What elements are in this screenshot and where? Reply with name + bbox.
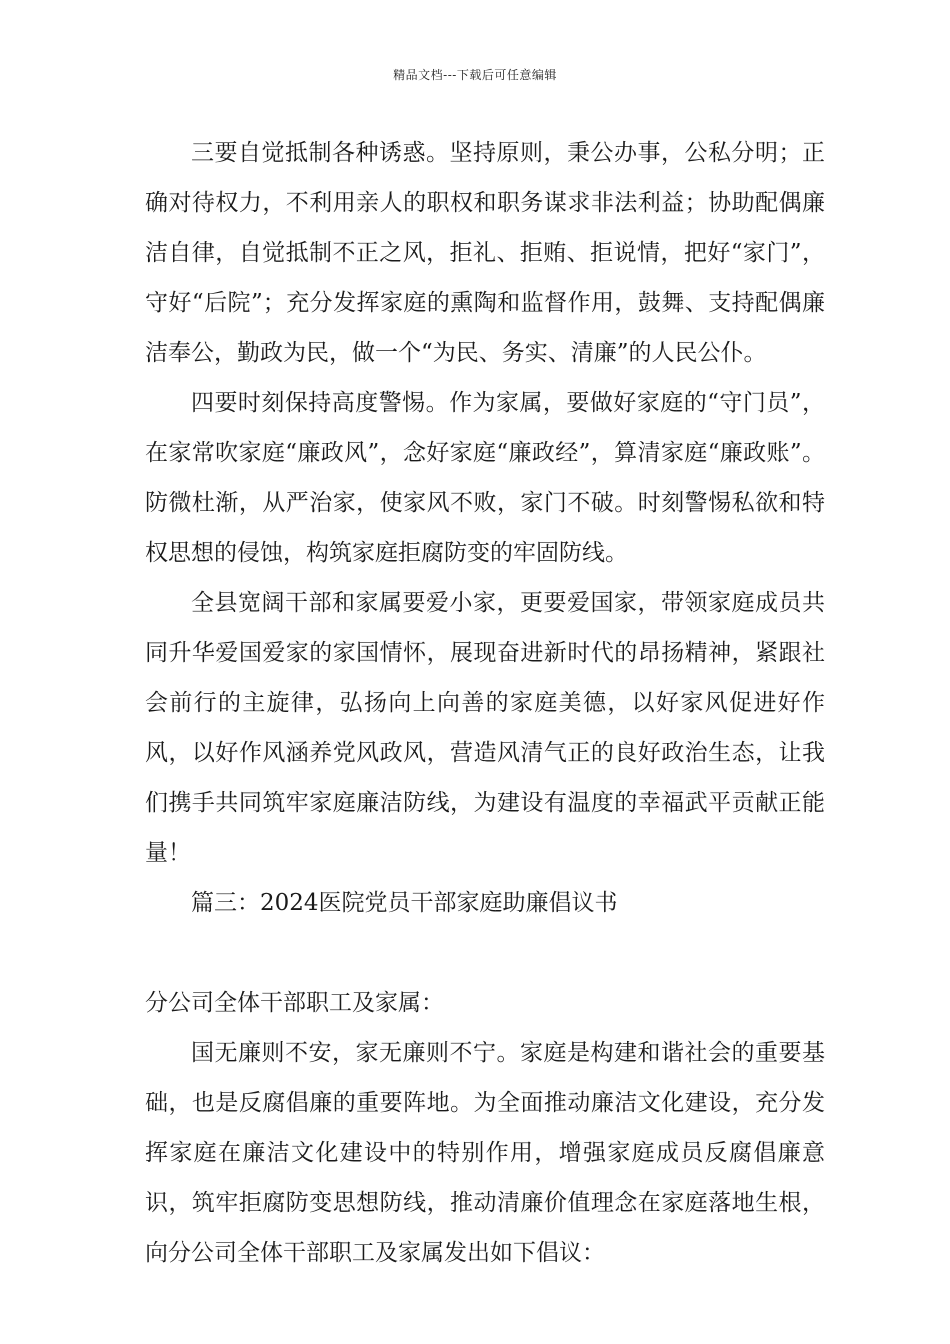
page-header: 精品文档---下载后可任意编辑 — [393, 68, 557, 82]
blank-line — [145, 928, 825, 978]
paragraph-self-discipline: 三要自觉抵制各种诱惑。坚持原则，秉公办事，公私分明；正确对待权力，不利用亲人的职权和职务谋求非法利益；协助配偶廉洁自律，自觉抵制不正之风，拒礼、拒贿、拒说情，把好“家门”，守好“后院”；充分发挥家庭的熏陶和监督作用，鼓舞、支持配偶廉洁奉公，勤政为民，做一个“为民、务实、清廉”的人民公仆。 — [145, 140, 825, 366]
paragraph-vigilance: 四要时刻保持高度警惕。作为家属，要做好家庭的“守门员”，在家常吹家庭“廉政风”，念好家庭“廉政经”，算清家庭“廉政账”。防微杜渐，从严治家，使家风不败，家门不破。时刻警惕私欲和特权思想的侵蚀，构筑家庭拒腐防变的牢固防线。 — [145, 390, 825, 566]
document-body — [145, 128, 825, 1278]
paragraph-initiative-intro: 国无廉则不安，家无廉则不宁。家庭是构建和谐社会的重要基础，也是反腐倡廉的重要阵地。为全面推动廉洁文化建设，充分发挥家庭在廉洁文化建设中的特别作用，增强家庭成员反腐倡廉意识，筑牢拒腐防变思想防线，推动清廉价值理念在家庭落地生根，向分公司全体干部职工及家属发出如下倡议： — [145, 1040, 825, 1266]
paragraph-closing-call: 全县宽阔干部和家属要爱小家，更要爱国家，带领家庭成员共同升华爱国爱家的家国情怀，展现奋进新时代的昂扬精神，紧跟社会前行的主旋律，弘扬向上向善的家庭美德，以好家风促进好作风，以好作风涵养党风政风，营造风清气正的良好政治生态，让我们携手共同筑牢家庭廉洁防线，为建设有温度的幸福武平贡献正能量！ — [145, 590, 825, 866]
section-title: 篇三：2024医院党员干部家庭助廉倡议书 — [191, 890, 618, 916]
salutation: 分公司全体干部职工及家属： — [145, 990, 444, 1016]
